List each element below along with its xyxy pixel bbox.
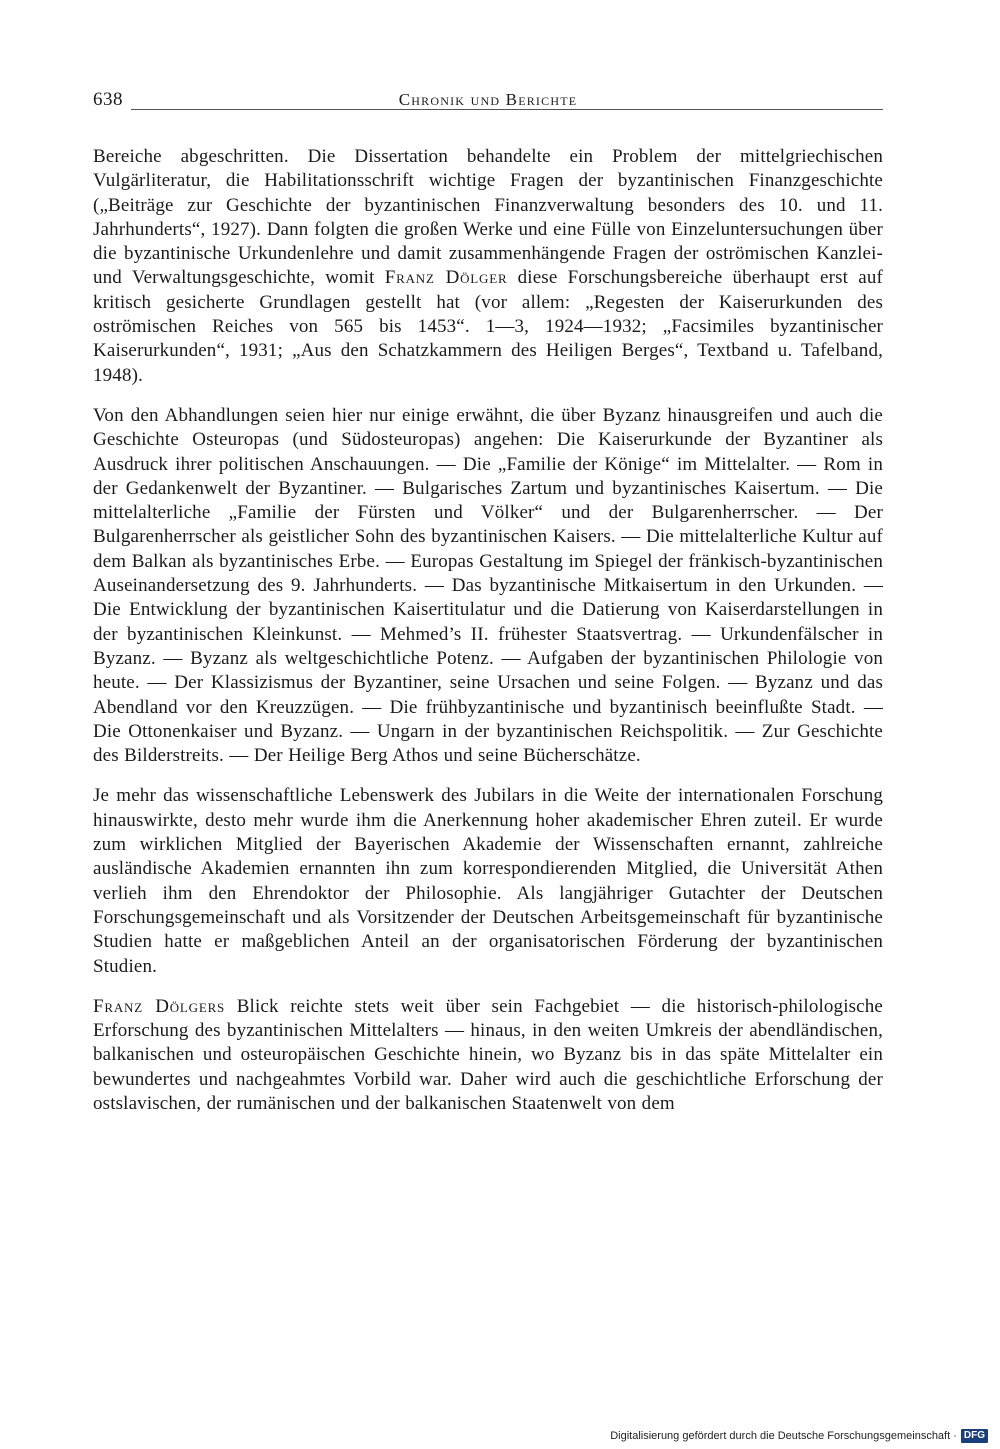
paragraph-text: Bereiche abgeschritten. Die Dissertation behandelte ein Problem der mittelgriechischen Vulgärliteratur, die Habilitationsschrift wichtige Fragen der byzantinischen Finanzgeschichte („Beiträge zur Geschichte der byzantinischen Finanzverwaltung besonders des 10. und 11. Jahrhunderts“, 1927). Dann folgten die großen Werke und eine Fülle von Einzeluntersuchungen über die byzantinische Urkundenlehre und damit zusammenhängende Fragen der oströmischen Kanzlei- und Verwaltungsgeschichte, womit [93, 146, 883, 289]
author-name: Franz Dölgers [93, 995, 226, 1017]
paragraph-research-fields [93, 145, 883, 388]
running-title: Chronik und Berichte [398, 90, 578, 109]
header-rule [131, 109, 883, 110]
page-number: 638 [93, 89, 123, 110]
funding-credit: Digitalisierung gefördert durch die Deutsche Forschungsgemeinschaft · [610, 1430, 957, 1442]
paragraph-scope [93, 995, 883, 1116]
author-name: Franz Dölger [384, 267, 508, 289]
dfg-logo-icon: DFG [961, 1429, 988, 1443]
paragraph-honors: Je mehr das wissenschaftliche Lebenswerk des Jubilars in die Weite der internationalen Forschung hinauswirkte, desto mehr wurde ihm die Anerkennung hoher akademischer Ehren zuteil. Er wurde zum wirklichen Mitglied der Bayerischen Akademie der Wissenschaften ernannt, zahlreiche ausländische Akademien ernannten ihn zum korrespondierenden Mitglied, die Universität Athen verlieh ihm den Ehrendoktor der Philosophie. Als langjähriger Gutachter der Deutschen Forschungsgemeinschaft und als Vorsitzender der Deutschen Arbeitsgemeinschaft für byzantinische Studien hatte er maßgeblichen Anteil an der organisatorischen Förderung der byzantinischen Studien. [93, 785, 883, 977]
running-head [93, 88, 883, 114]
paragraph-text: diese Forschungsbereiche überhaupt erst auf kritisch gesicherte Grundlagen gestellt hat (vor allem: „Regesten der Kaiserurkunden des oströmischen Reiches von 565 bis 1453“. 1—3, 1924—1932; „Facsimiles byzantinischer Kaiserurkunden“, 1931; „Aus den Schatzkammern des Heiligen Berges“, Textband u. Tafelband, 1948). [93, 267, 883, 386]
paragraph-treatises: Von den Abhandlungen seien hier nur einige erwähnt, die über Byzanz hinausgreifen und auch die Geschichte Osteuropas (und Südosteuropas) angehen: Die Kaiserurkunde der Byzantiner als Ausdruck ihrer politischen Anschauungen. — Die „Familie der Könige“ im Mittelalter. — Rom in der Gedankenwelt der Byzantiner. — Bulgarisches Zartum und byzantinisches Kaisertum. — Die mittelalterliche „Familie der Fürsten und Völker“ und der Bulgarenherrscher. — Der Bulgarenherrscher als geistlicher Sohn des byzantinischen Kaisers. — Die mittelalterliche Kultur auf dem Balkan als byzantinisches Erbe. — Europas Gestaltung im Spiegel der fränkisch-byzantinischen Auseinandersetzung des 9. Jahrhunderts. — Das byzantinische Mitkaisertum in den Urkunden. — Die Entwicklung der byzantinischen Kaisertitulatur und die Datierung von Kaiserdarstellungen in der byzantinischen Kleinkunst. — Mehmed’s II. frühester Staatsvertrag. — Urkundenfälscher in Byzanz. — Byzanz als weltgeschichtliche Potenz. — Aufgaben der byzantinischen Philologie von heute. — Der Klassizismus der Byzantiner, seine Ursachen und seine Folgen. — Byzanz und das Abendland vor den Kreuzzügen. — Die frühbyzantinische und byzantinisch beeinflußte Stadt. — Die Ottonenkaiser und Byzanz. — Ungarn in der byzantinischen Reichspolitik. — Zur Geschichte des Bilderstreits. — Der Heilige Berg Athos und seine Bücherschätze. [93, 404, 883, 767]
digitization-footer [610, 1428, 988, 1444]
paragraph-text: Blick reichte stets weit über sein Fachgebiet — die historisch-philologische Erforschung des byzantinischen Mittelalters — hinaus, in den weiten Umkreis der abendländischen, balkanischen und osteuropäischen Geschichte hinein, wo Byzanz bis in das späte Mittelalter ein bewundertes und nachgeahmtes Vorbild war. Daher wird auch die geschichtliche Erforschung der ostslavischen, der rumänischen und der balkanischen Staatenwelt von dem [93, 995, 883, 1114]
body-text [93, 145, 883, 1132]
